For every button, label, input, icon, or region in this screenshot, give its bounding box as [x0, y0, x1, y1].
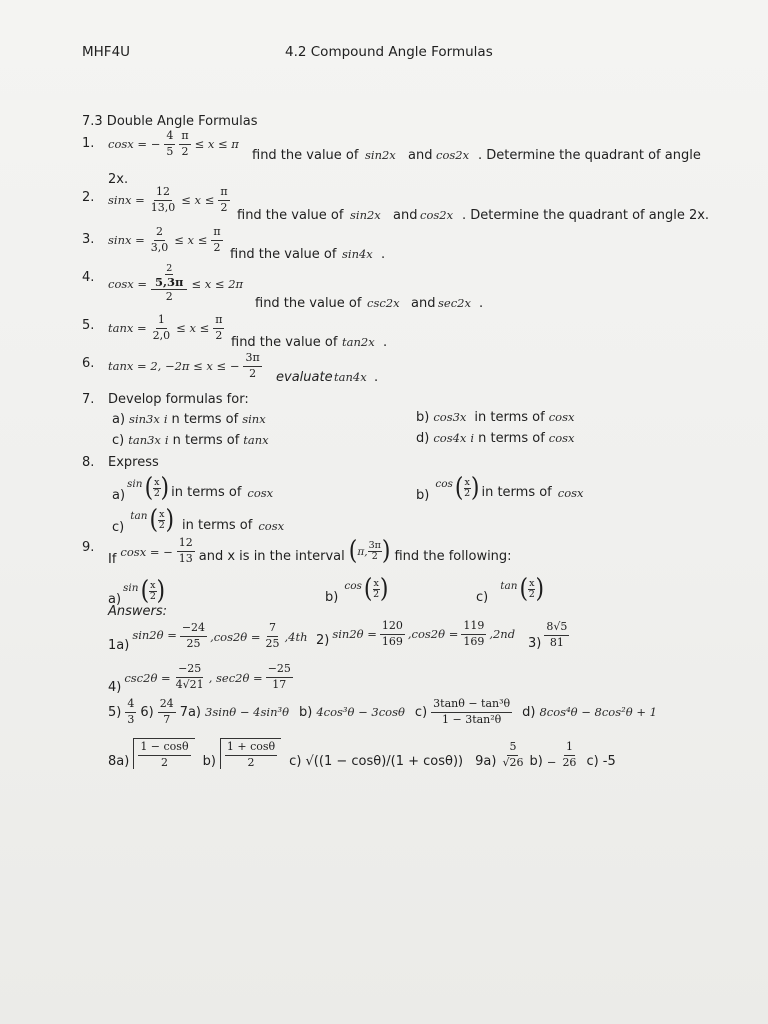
answer-5-7: 5) $\frac{4}{3}$ 6) $\frac{24}{7}$ 7a) 3sinθ − 4sin³θ b) 4cos³θ − 3cosθ c) $\frac{\text{3tanθ − tan³θ}}{\text{1 − 3tan²θ}}$ d) 8cos⁴θ − 8cos²θ + 1: [108, 697, 657, 726]
q7-part-a: a) sin3x i n terms of sinx: [112, 412, 266, 427]
answer-8-9: 8a) $\frac{1 - \cos\theta}{2}$ b) $\frac{1 + \cos\theta}{2}$ c) √((1 − cosθ)/(1 + cosθ)) 9a) $\frac{5}{√26}$ b) − $\frac{1}{26}$ c) -5: [108, 740, 616, 770]
q1-frac-b: $\frac{\pi}{2}$: [181, 129, 189, 158]
q4-find: find the value of: [255, 296, 362, 311]
q6-condition: [108, 352, 262, 380]
q4-range: ≤ x ≤ 2π: [191, 276, 244, 291]
q6-evaluate: evaluate: [276, 370, 333, 385]
q4-dot: .: [479, 296, 484, 311]
q1-and: and: [408, 148, 433, 163]
q8-number: 8.: [82, 455, 95, 470]
q4-complex-frac: $\frac{\frac{2}{5,3\pi}}{2}$: [151, 264, 187, 304]
q2-sin2x: sin2x: [350, 208, 381, 222]
page-title: 4.2 Compound Angle Formulas: [285, 44, 493, 60]
q4-csc2x: csc2x: [367, 296, 400, 310]
q5-dot: .: [383, 335, 388, 350]
course-code: MHF4U: [82, 44, 131, 60]
q5-number: 5.: [82, 318, 95, 333]
q8-part-b: b) cos ( $\frac{x}{2}$ ) in terms of cosx: [416, 472, 584, 503]
q9-part-b: b) cos ( $\frac{x}{2}$ ): [325, 573, 389, 605]
q5-pi: $\frac{\pi}{2}$: [215, 313, 223, 342]
q4-number: 4.: [82, 270, 95, 285]
q3-number: 3.: [82, 232, 95, 247]
q9-condition: If cosx = − $\frac{12}{13}$ and x is in the interval ( π, $\frac{3\pi}{2}$ ) find the following:: [108, 535, 512, 567]
q3-pi: $\frac{\pi}{2}$: [213, 225, 221, 254]
answer-1: 1a) sin2θ = $\frac{-24}{25}$ ,cos2θ = $\frac{7}{25}$ ,4th: [108, 621, 308, 653]
q2-condition: [108, 186, 230, 214]
section-title: 7.3 Double Angle Formulas: [82, 114, 258, 129]
q3-frac: $\frac{2}{3,0}$: [150, 225, 169, 254]
q1-frac-a: $\frac{4}{5}$: [166, 129, 174, 158]
q6-dot: .: [374, 370, 379, 385]
q5-tan2x: tan2x: [342, 335, 375, 349]
q5-frac: $\frac{1}{2,0}$: [152, 313, 171, 342]
q6-pi: $\frac{3\pi}{2}$: [245, 351, 260, 380]
q2-pi: $\frac{\pi}{2}$: [220, 185, 228, 214]
q1-lhs: cosx = −: [108, 137, 161, 152]
q8-title: Express: [108, 455, 159, 470]
q9-number: 9.: [82, 540, 95, 555]
q4-and: and: [411, 296, 436, 311]
q3-dot: .: [381, 247, 386, 262]
q3-find: find the value of: [230, 247, 337, 262]
q1-sin2x: sin2x: [365, 148, 396, 162]
q7-number: 7.: [82, 392, 95, 407]
q1-find: find the value of: [252, 148, 359, 163]
q4-lhs: cosx =: [108, 276, 148, 291]
q1-cos2x: cos2x: [436, 148, 470, 162]
q2-number: 2.: [82, 190, 95, 205]
q2-determine: . Determine the quadrant of angle 2x.: [462, 208, 710, 223]
q1-range: ≤ x ≤ π: [194, 137, 239, 152]
q1-determine: . Determine the quadrant of angle: [478, 148, 701, 163]
q9-interval: ( π, $\frac{3\pi}{2}$ ): [348, 535, 391, 566]
q9-frac: $\frac{12}{13}$: [178, 536, 193, 565]
answer-8b-root: $\frac{1 + \cos\theta}{2}$: [220, 738, 281, 769]
q7-part-c: c) tan3x i n terms of tanx: [112, 433, 269, 448]
q9-part-a: a) sin ( $\frac{x}{2}$ ): [108, 575, 166, 607]
q3-lhs: sinx =: [108, 233, 145, 248]
answer-2: 2) sin2θ = $\frac{120}{169}$ ,cos2θ = $\frac{119}{169}$ ,2nd: [316, 619, 516, 648]
q2-lhs: sinx =: [108, 193, 145, 208]
q3-condition: [108, 226, 223, 254]
answer-4: 4) csc2θ = $\frac{-25}{4√21}$ , sec2θ = $\frac{-25}{17}$: [108, 662, 291, 695]
q7-title: Develop formulas for:: [108, 392, 249, 407]
q1-tail: 2x.: [108, 172, 129, 187]
q2-frac: $\frac{12}{13,0}$: [150, 185, 176, 214]
q1-condition: [108, 130, 239, 158]
q8-part-c: c) tan ( $\frac{x}{2}$ ) in terms of cosx: [112, 504, 285, 535]
answer-3: 3) $\frac{8√5}{81}$: [528, 620, 568, 651]
q4-sec2x: sec2x: [438, 296, 471, 310]
q2-and: and: [393, 208, 418, 223]
q3-sin4x: sin4x: [342, 247, 373, 261]
q7-part-b: b) cos3x in terms of cosx: [416, 410, 575, 425]
q7-part-d: d) cos4x i n terms of cosx: [416, 431, 575, 446]
q5-condition: [108, 314, 224, 342]
answers-title: Answers:: [108, 604, 168, 619]
q4-condition: [108, 264, 243, 304]
q2-range: ≤ x ≤: [181, 193, 215, 208]
q8-part-a: a) sin ( $\frac{x}{2}$ ) in terms of cosx: [112, 472, 274, 503]
q5-range: ≤ x ≤: [176, 321, 210, 336]
q1-number: 1.: [82, 136, 95, 151]
q5-find: find the value of: [231, 335, 338, 350]
q2-cos2x: cos2x: [420, 208, 454, 222]
q2-find: find the value of: [237, 208, 344, 223]
q6-number: 6.: [82, 356, 95, 371]
q6-lhs: tanx = 2, −2π ≤ x ≤ −: [108, 359, 240, 374]
q9-part-c: c) tan ( $\frac{x}{2}$ ): [476, 573, 545, 605]
answer-8a-root: $\frac{1 - \cos\theta}{2}$: [133, 738, 194, 769]
q6-tan4x: tan4x: [334, 370, 367, 384]
q5-lhs: tanx =: [108, 321, 147, 336]
q3-range: ≤ x ≤: [174, 233, 208, 248]
